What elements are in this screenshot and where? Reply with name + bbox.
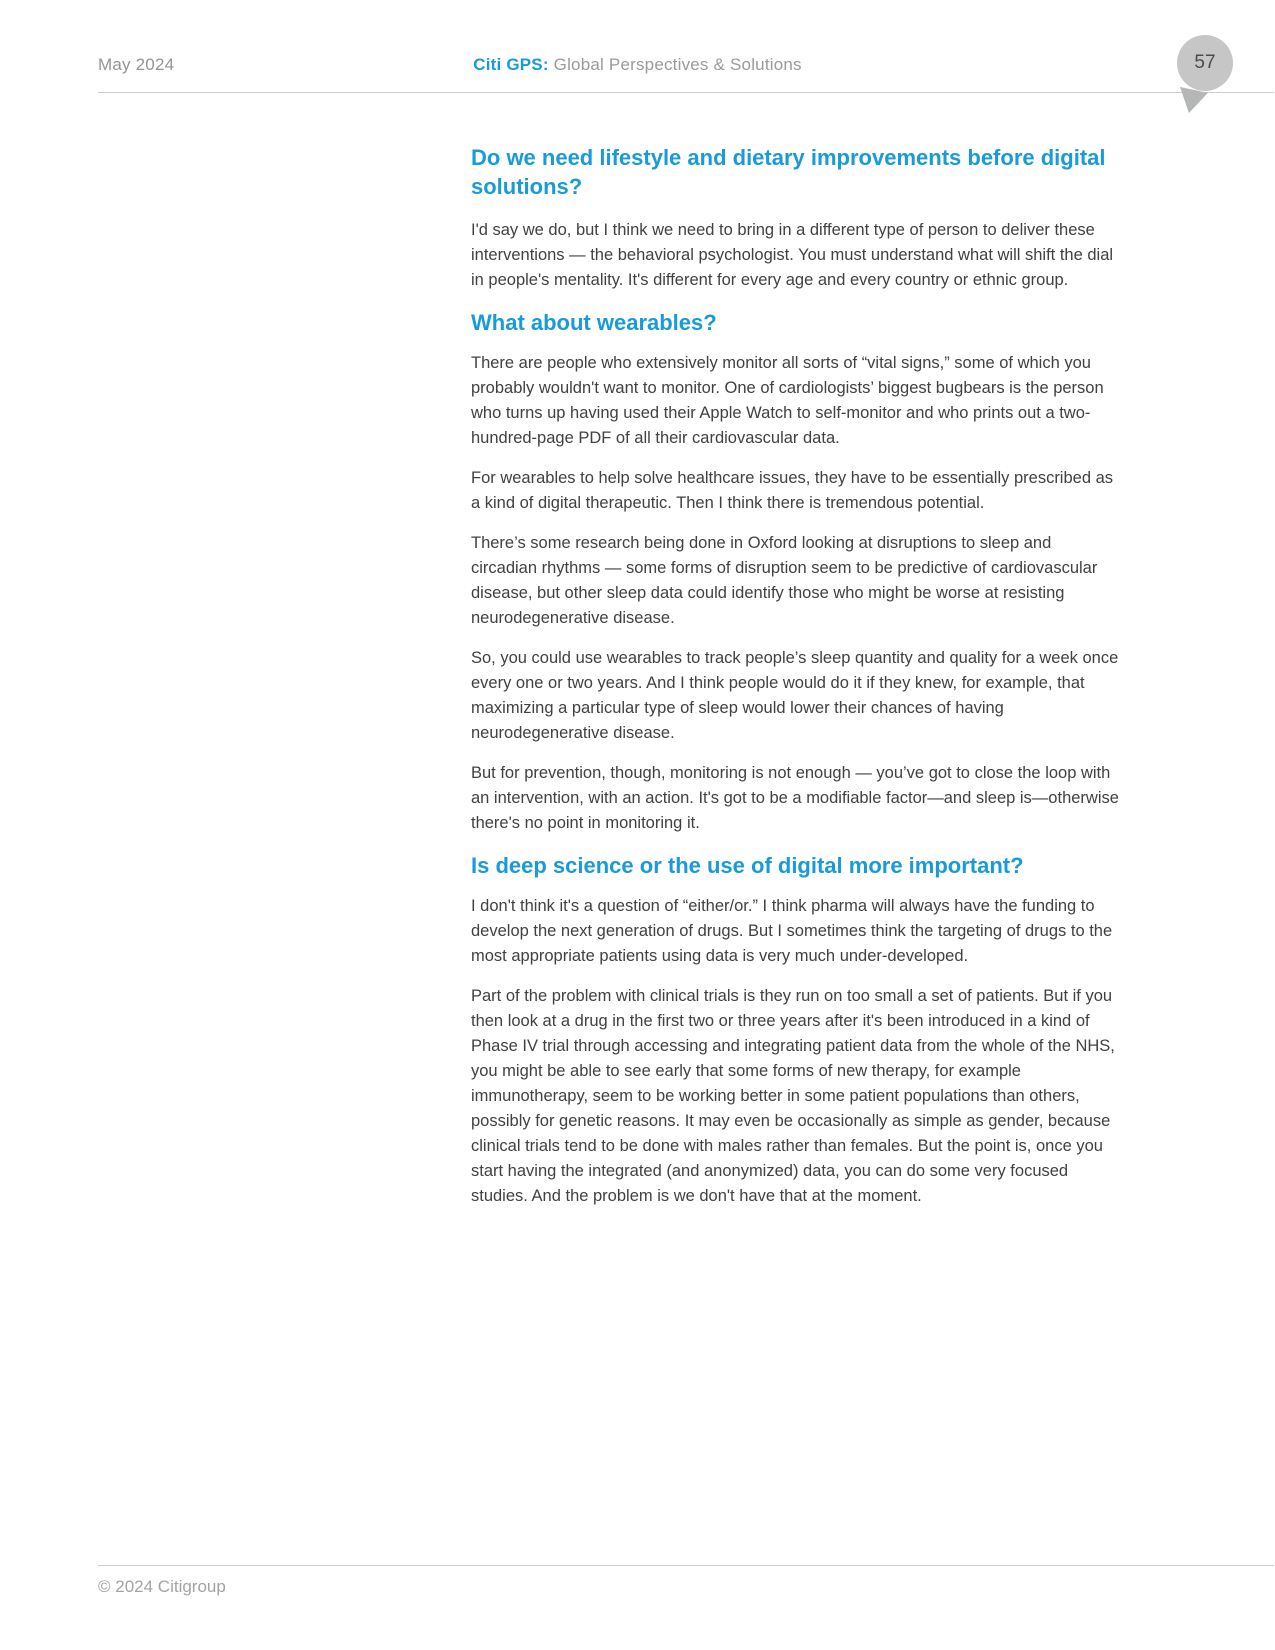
paragraph: But for prevention, though, monitoring is not enough — you’ve got to close the loop with an intervention, with an action. It's got to be a modifiable factor—and sleep is—otherwise there's no point in monitoring it. — [471, 764, 1119, 832]
paragraph: There are people who extensively monitor all sorts of “vital signs,” some of which you probably wouldn't want to monitor. One of cardiologists’ biggest bugbears is the person who turns up having used their Apple Watch to self-monitor and who prints out a two-hundred-page PDF of all their cardiovascular data. — [471, 354, 1104, 447]
article-body — [471, 143, 1119, 1224]
footer-copyright: © 2024 Citigroup — [98, 1577, 226, 1596]
section-heading-lifestyle-dietary: Do we need lifestyle and dietary improvements before digital solutions? — [471, 145, 1106, 199]
section-heading-wearables: What about wearables? — [471, 310, 717, 335]
paragraph: For wearables to help solve healthcare issues, they have to be essentially prescribed as a kind of digital therapeutic. Then I think there is tremendous potential. — [471, 469, 1114, 512]
paragraph: I'd say we do, but I think we need to bring in a different type of person to deliver these interventions — the behavioral psychologist. You must understand what will shift the dial in people's mentality. It's different for every age and every country or ethnic group. — [471, 221, 1114, 289]
page-number-badge — [1177, 35, 1233, 91]
header-date: May 2024 — [98, 55, 175, 74]
brand-citi-gps: Citi GPS: — [473, 55, 549, 74]
paragraph: So, you could use wearables to track people’s sleep quantity and quality for a week once every one or two years. And I think people would do it if they knew, for example, that maximizing a particular type of sleep would lower their chances of having neurodegenerative disease. — [471, 649, 1119, 742]
page-number: 57 — [1194, 52, 1216, 73]
footer-divider — [98, 1565, 1274, 1566]
paragraph: Part of the problem with clinical trials is they run on too small a set of patients. But if you then look at a drug in the first two or three years after it's been introduced in a kind of Phase IV trial through accessing and integrating patient data from the whole of the NHS, you might be able to see early that some forms of new therapy, for example immunotherapy, seem to be working better in some patient populations than others, possibly for genetic reasons. It may even be occasionally as simple as gender, because clinical trials tend to be done with males rather than females. But the point is, once you start having the integrated (and anonymized) data, you can do some very focused studies. And the problem is we don't have that at the moment. — [471, 987, 1115, 1205]
header-title — [0, 55, 1275, 75]
paragraph: I don't think it's a question of “either/or.” I think pharma will always have the funding to develop the next generation of drugs. But I sometimes think the targeting of drugs to the most appropriate patients using data is very much under-developed. — [471, 897, 1113, 965]
section-heading-deep-science: Is deep science or the use of digital more important? — [471, 853, 1024, 878]
paragraph: There’s some research being done in Oxford looking at disruptions to sleep and circadian rhythms — some forms of disruption seem to be predictive of cardiovascular disease, but other sleep data could identify those who might be worse at resisting neurodegenerative disease. — [471, 534, 1098, 627]
brand-suffix: Global Perspectives & Solutions — [548, 55, 802, 74]
header-divider — [98, 92, 1274, 93]
